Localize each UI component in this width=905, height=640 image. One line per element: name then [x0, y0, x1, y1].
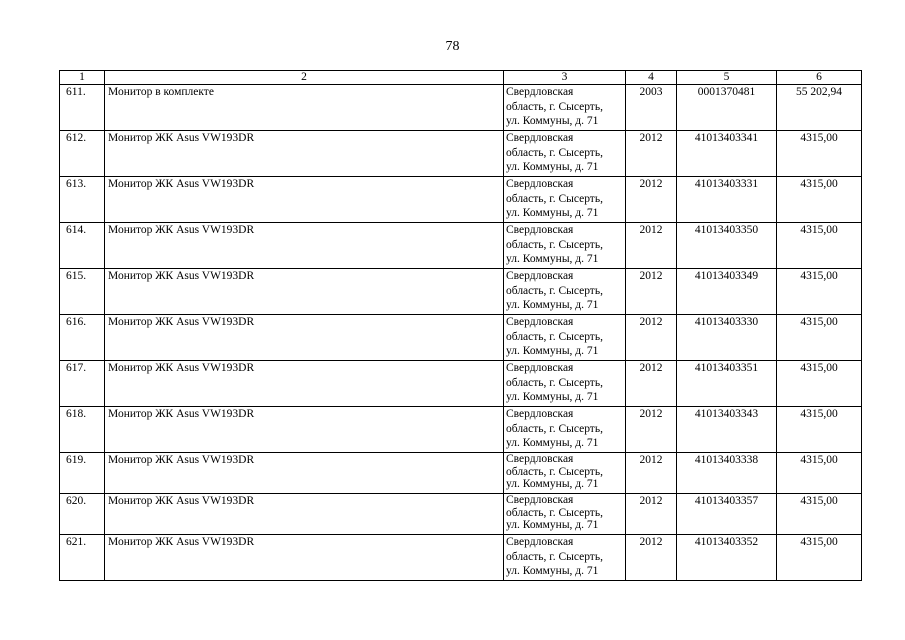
item-name: Монитор ЖК Asus VW193DR	[105, 131, 504, 177]
inventory-number: 41013403351	[677, 361, 777, 407]
item-price: 4315,00	[777, 131, 862, 177]
address-line: область, г. Сысерть,	[506, 284, 603, 297]
item-price: 4315,00	[777, 177, 862, 223]
item-name: Монитор ЖК Asus VW193DR	[105, 223, 504, 269]
item-name: Монитор ЖК Asus VW193DR	[105, 407, 504, 453]
address-line: Свердловская	[506, 224, 574, 236]
table-row	[60, 85, 862, 131]
row-number: 612.	[60, 131, 105, 177]
inventory-number: 41013403357	[677, 494, 777, 535]
table-row	[60, 361, 862, 407]
item-name: Монитор ЖК Asus VW193DR	[105, 361, 504, 407]
address-line: Свердловская	[506, 132, 574, 144]
table-row	[60, 223, 862, 269]
row-number: 620.	[60, 494, 105, 535]
address-line: область, г. Сысерть,	[506, 192, 603, 205]
table-row	[60, 407, 862, 453]
address-line: ул. Коммуны, д. 71	[506, 345, 599, 357]
table-row	[60, 177, 862, 223]
item-price: 4315,00	[777, 223, 862, 269]
item-address	[504, 315, 626, 361]
address-line: Свердловская	[506, 494, 574, 506]
address-line: область, г. Сысерть,	[506, 100, 603, 113]
address-line: область, г. Сысерть,	[506, 506, 603, 519]
item-address	[504, 494, 626, 535]
inventory-number: 41013403350	[677, 223, 777, 269]
table-row	[60, 131, 862, 177]
item-price: 55 202,94	[777, 85, 862, 131]
item-name: Монитор ЖК Asus VW193DR	[105, 535, 504, 581]
item-address	[504, 85, 626, 131]
item-year: 2012	[626, 453, 677, 494]
address-line: ул. Коммуны, д. 71	[506, 161, 599, 173]
item-price: 4315,00	[777, 535, 862, 581]
address-line: область, г. Сысерть,	[506, 146, 603, 159]
address-line: ул. Коммуны, д. 71	[506, 299, 599, 311]
address-line: Свердловская	[506, 408, 574, 420]
item-address	[504, 131, 626, 177]
row-number: 617.	[60, 361, 105, 407]
column-header-3: 3	[504, 71, 626, 85]
column-header-4: 4	[626, 71, 677, 85]
item-year: 2003	[626, 85, 677, 131]
address-line: Свердловская	[506, 316, 574, 328]
item-name: Монитор ЖК Asus VW193DR	[105, 453, 504, 494]
table-row	[60, 535, 862, 581]
table-row	[60, 453, 862, 494]
item-address	[504, 269, 626, 315]
item-name: Монитор ЖК Asus VW193DR	[105, 494, 504, 535]
item-address	[504, 407, 626, 453]
item-year: 2012	[626, 407, 677, 453]
address-line: область, г. Сысерть,	[506, 376, 603, 389]
row-number: 616.	[60, 315, 105, 361]
item-address	[504, 177, 626, 223]
inventory-number: 41013403341	[677, 131, 777, 177]
item-year: 2012	[626, 269, 677, 315]
table-row	[60, 494, 862, 535]
column-header-6: 6	[777, 71, 862, 85]
row-number: 619.	[60, 453, 105, 494]
table-row	[60, 269, 862, 315]
table-body	[60, 85, 862, 581]
inventory-number: 41013403331	[677, 177, 777, 223]
address-line: область, г. Сысерть,	[506, 422, 603, 435]
item-name: Монитор ЖК Asus VW193DR	[105, 315, 504, 361]
item-year: 2012	[626, 315, 677, 361]
item-year: 2012	[626, 494, 677, 535]
address-line: область, г. Сысерть,	[506, 465, 603, 478]
address-line: область, г. Сысерть,	[506, 550, 603, 563]
row-number: 615.	[60, 269, 105, 315]
inventory-number: 41013403343	[677, 407, 777, 453]
address-line: ул. Коммуны, д. 71	[506, 253, 599, 265]
address-line: Свердловская	[506, 86, 574, 98]
item-year: 2012	[626, 131, 677, 177]
address-line: Свердловская	[506, 362, 574, 374]
address-line: ул. Коммуны, д. 71	[506, 565, 599, 577]
address-line: Свердловская	[506, 453, 574, 465]
row-number: 621.	[60, 535, 105, 581]
row-number: 613.	[60, 177, 105, 223]
address-line: область, г. Сысерть,	[506, 238, 603, 251]
header-row	[60, 71, 862, 85]
column-header-1: 1	[60, 71, 105, 85]
item-name: Монитор в комплекте	[105, 85, 504, 131]
inventory-number: 41013403352	[677, 535, 777, 581]
item-address	[504, 223, 626, 269]
item-price: 4315,00	[777, 494, 862, 535]
item-year: 2012	[626, 535, 677, 581]
address-line: Свердловская	[506, 270, 574, 282]
row-number: 618.	[60, 407, 105, 453]
item-address	[504, 535, 626, 581]
address-line: Свердловская	[506, 536, 574, 548]
inventory-number: 0001370481	[677, 85, 777, 131]
page-number: 78	[445, 39, 460, 54]
column-header-2: 2	[105, 71, 504, 85]
item-address	[504, 453, 626, 494]
item-price: 4315,00	[777, 315, 862, 361]
row-number: 611.	[60, 85, 105, 131]
address-line: ул. Коммуны, д. 71	[506, 437, 599, 449]
item-address	[504, 361, 626, 407]
address-line: ул. Коммуны, д. 71	[506, 478, 599, 490]
property-table	[59, 70, 862, 581]
item-price: 4315,00	[777, 407, 862, 453]
inventory-number: 41013403338	[677, 453, 777, 494]
item-year: 2012	[626, 223, 677, 269]
address-line: ул. Коммуны, д. 71	[506, 519, 599, 531]
item-year: 2012	[626, 361, 677, 407]
item-name: Монитор ЖК Asus VW193DR	[105, 269, 504, 315]
inventory-number: 41013403330	[677, 315, 777, 361]
address-line: ул. Коммуны, д. 71	[506, 115, 599, 127]
table-row	[60, 315, 862, 361]
item-price: 4315,00	[777, 269, 862, 315]
row-number: 614.	[60, 223, 105, 269]
item-name: Монитор ЖК Asus VW193DR	[105, 177, 504, 223]
item-year: 2012	[626, 177, 677, 223]
inventory-number: 41013403349	[677, 269, 777, 315]
address-line: ул. Коммуны, д. 71	[506, 207, 599, 219]
address-line: Свердловская	[506, 178, 574, 190]
address-line: ул. Коммуны, д. 71	[506, 391, 599, 403]
item-price: 4315,00	[777, 453, 862, 494]
item-price: 4315,00	[777, 361, 862, 407]
column-header-5: 5	[677, 71, 777, 85]
address-line: область, г. Сысерть,	[506, 330, 603, 343]
